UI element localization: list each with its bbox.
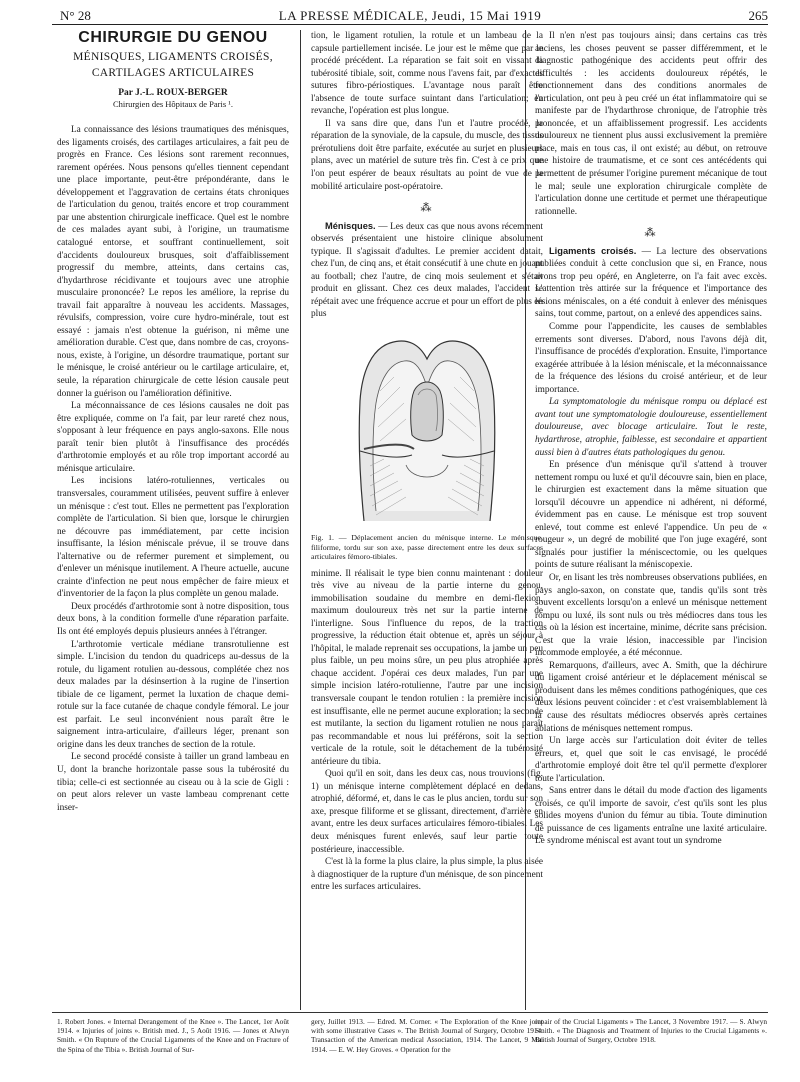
footnote: 1. Robert Jones. « Internal Derangement of the Knee ». The Lancet, 1er Août 1914. « Injuries of joints ». British med. J., 5 Août 1916. — Jones et Alwyn Smith. « On Rupture of the Crucial Ligaments of the Knee and on Fracture of the Spina of the Tibia ». British Journal of Sur- — [57, 1017, 289, 1054]
page-number: 265 — [748, 8, 768, 23]
paragraph: Les incisions latéro-rotuliennes, verticales ou transversales, couramment utilisées, peuvent suffire à enlever un ménisque : c'est tout. Elles ne permettent pas l'exploration complète de l'articulation. Si bien que, lorsque le chirurgien ne découvre pas immédiatement, par cette incision insuffisante, la lésion méniscale prévue, il se trouve dans l'alternative ou de refermer purement et simplement, ou d'enlever un ménisque inutilement. A l'heure actuelle, aucune crainte d'infection ne peut nous empêcher de faire mieux et d'inventorier de la façon la plus complète un genou malade. — [57, 476, 289, 600]
figure-knee-meniscus — [350, 331, 504, 527]
footnote-rule — [52, 1012, 768, 1013]
paragraph: tion, le ligament rotulien, la rotule et un lambeau de la capsule partiellement incisée. Le jour est le même que par le procédé précédent. La réparation se fait soit en vissant la tubérosité tibiale, soit, comme nous l'avens fait, par d'exactes sutures fibro-périostiques. L'avantage nous paraît être l'absence de toute surface suintant dans l'articulation; en revanche, l'opération est plus longue. — [311, 31, 543, 117]
section-separator: ⁂ — [420, 202, 434, 215]
figure-caption: Fig. 1. — Déplacement ancien du ménisque interne. Le ménisque, filiforme, tordu sur son axe, passe directement entre les deux surfaces articulaires fémoro-tibiales. — [311, 533, 543, 562]
paragraph: La méconnaissance de ces lésions causales ne doit pas être expliquée, comme on l'a fait, par leur rareté chez nous, s'opposant à leur fréquence en pays anglo-saxons. Elle nous paraît tenir bien plutôt à l'insuffisance des procédés d'arthrotomie employés et au rôle trop important accordé au ménisque articulaire. — [57, 401, 289, 474]
issue-number: N° 28 — [60, 8, 91, 23]
header-rule — [52, 24, 768, 25]
paragraph: L'arthrotomie verticale médiane transrotulienne est simple. L'incision du tendon du quadriceps au-dessus de la rotule, du ligament rotulien au-dessous, complétée chez nos deux malades par la désinsertion à la rugine de l'insertion tibiale de ce ligament, permet la luxation de chaque demi-rotule sur la face cutanée de chaque condyle fémoral. Le jour est parfait. Le seul inconvénient nous paraît être le saignement intra-articulaire, d'ailleurs léger, prenant son origine dans les deux tranches de section de la rotule. — [57, 639, 289, 750]
paragraph: Deux procédés d'arthrotomie sont à notre disposition, tous deux bons, à la condition formelle d'une réparation parfaite. Ils ont été employés depuis plusieurs années à l'étranger. — [57, 601, 289, 637]
section-heading: Ligaments croisés. — [549, 245, 637, 256]
footnote: repair of the Crucial Ligaments » The Lancet, 3 Novembre 1917. — S. Alwyn Smith. « The Diagnosis and Treatment of Injuries to the Crucial Ligaments ». British Journal of Surgery, Octobre 1918. — [535, 1017, 767, 1045]
paragraph: minime. Il réalisait le type bien connu maintenant : douleur très vive au niveau de la partie interne du genou, immobilisation soudaine du membre en demi-flexion, maximum douloureux très net sur la partie interne de l'interligne. Sous l'influence du repos, de la traction progressive, la réduction était obtenue et, après un séjour à l'hôpital, le malade reprenait ses occupations, la jambe un peu plus faible, un peu moins sûre, un peu plus atrophiée après chaque accident. J'opérai ces deux malades, l'un par une simple incision latéro-rotulienne, l'autre par une incision transversale coupant le tendon rotulien : la première incision est insuffisante, elle ne permet aucune exploration; la seconde est mutilante, la section du ligament rotulien ne nous paraît pas recommandable et nous lui préférons, soit la section verticale de la rotule, soit le détachement de la tubérosité antérieure du tibia. — [311, 568, 543, 767]
article-subtitle: MÉNISQUES, LIGAMENTS CROISÉS, — [73, 50, 273, 63]
author: Par J.-L. ROUX-BERGER — [118, 87, 228, 98]
paragraph: La connaissance des lésions traumatiques des ménisques, des ligaments croisés, des cartilages articulaires, a fait peu de progrès en France. Ces lésions sont rarement reconnues, rarement opérées. Nous pensons qu'elles tiennent cependant une place importante, peut-être prépondérante, dans le développement et l'aggravation de certains états chroniques de l'articulation du genou, traités encore et trop couramment par une abstention chirurgicale inefficace. Quel est le nombre de ces malades ayant subi, à l'origine, un traumatisme catalogué entorse, et souffrant continuellement, soit d'accidents douloureux brusques, soit d'affaiblissement progressif du membre, atteints, dans certains cas, d'hydarthrose récidivante et toujours avec une atrophie musculaire prononcée? Le repos les améliore, la reprise du travail fait apparaître à nouveau les accidents. Massages, révulsifs, compression, voire cure hydro-minérale, tout est essayé : jamais n'est obtenue la guérison, ni même une amélioration durable. C'est que, dans nombre de cas, croyons-nous, existe, à l'origine, un désordre traumatique, portant sur le ménisque, le croisé antérieur ou le cartilage articulaire, et, seule, la réparation chirurgicale de cette lésion causale peut donner la guérison ou l'amélioration définitive. — [57, 125, 289, 399]
paragraph: Ligaments croisés. — La lecture des observations publiées conduit à cette conclusion que si, en France, nous avons trop peu opéré, en Angleterre, on l'a fait avec excès. L'attention très attirée sur la fréquence et l'importance des lésions méniscales, on a été conduit à enlever des ménisques sains, tout comme, partout, on a enlevé des appendices sains. — [535, 245, 767, 320]
column-2 — [311, 30, 543, 894]
paragraph: Un large accès sur l'articulation doit éviter de telles erreurs, et, quel que soit le cas envisagé, le procédé d'arthrotomie employé doit être tel qu'il permette d'explorer toute l'articulation. — [535, 736, 767, 784]
paragraph: Le second procédé consiste à tailler un grand lambeau en U, dont la branche horizontale passe sous la tubérosité du tibia; celle-ci est sectionnée au ciseau ou à la scie de Gigli : on peut alors relever un vaste lambeau comprenant cette inser- — [57, 752, 289, 813]
author-affiliation: Chirurgien des Hôpitaux de Paris ¹. — [113, 99, 233, 110]
column-divider — [300, 30, 301, 1010]
section-separator: ⁂ — [644, 227, 658, 240]
article-title: CHIRURGIE DU GENOU — [78, 29, 268, 46]
section-heading: Ménisques. — [325, 220, 376, 231]
paragraph: Ménisques. — Les deux cas que nous avons récemment observés présentaient une histoire clinique absolument typique. Il s'agissait d'adultes. Le premier accident datait, chez l'un, de cinq ans, et était consécutif à une chute en jouant au football; chez l'autre, de cinq mois seulement et s'était produit en glissant. Chez ces deux malades, l'accident se répétait avec une fréquence accrue et pour un effort de plus en plus — [311, 220, 543, 320]
page-header — [52, 5, 768, 25]
paragraph: Sans entrer dans le détail du mode d'action des ligaments croisés, ce qu'il importe de savoir, c'est qu'ils sont les plus solides moyens d'union du fémur au tibia. Toute diminution de puissance de ces ligaments entraîne une laxité articulaire. Le syndrome méniscal est avant tout un syndrome — [535, 786, 767, 847]
paragraph: C'est là la forme la plus claire, la plus simple, la plus aisée à diagnostiquer de la rupture d'un ménisque, de son pincement entre les surfaces articulaires. — [311, 857, 543, 893]
column-3 — [535, 30, 767, 848]
paragraph: Or, en lisant les très nombreuses observations publiées, en pays anglo-saxon, on constate que, tandis qu'ils sont très souvent excellents lorsqu'on a enlevé un ménisque nettement rompu ou luxé, ils sont nuls ou très médiocres dans tous les cas où la lésion est incertaine, minime, décrite sans précision. C'est que la vraie lésion, inaccessible par l'incision incommode employée, a été méconnue. — [535, 572, 767, 659]
paragraph: En présence d'un ménisque qu'il s'attend à trouver nettement rompu ou luxé et qu'il découvre sain, bien en place, le chirurgien est exactement dans la même situation que lorsqu'il découvre un appendice ni adhérent, ni déformé, évidemment pas en cause. Le ménisque est trop souvent enlevé, tout comme est enlevé l'appendice. Un peu de « rougeur », un degré de mobilité que l'on juge exagéré, sont signalés pour justifier la méniscectomie, ou les quelques points de suture réalisant la méniscopexie. — [535, 460, 767, 571]
footnote: gery, Juillet 1913. — Edred. M. Corner. « The Exploration of the Knee joint with some illustrative Cases ». The British Journal of Surgery, Octobre 1914. Transaction of the American medical Association, 1914. The Lancet, 9 Mai 1914. — E. W. Hey Groves. « Operation for the — [311, 1017, 543, 1054]
article-subtitle: CARTILAGES ARTICULAIRES — [91, 66, 255, 79]
column-1 — [57, 30, 289, 814]
paragraph: Quoi qu'il en soit, dans les deux cas, nous trouvions (fig. 1) un ménisque interne complètement déplacé en dedans, atrophié, déformé, et, dans le cas le plus ancien, tordu sur son axe, presque filiforme et se glissant, directement, d'arrière en avant, entre les deux surfaces articulaires fémoro-tibiales. Les deux ménisques furent enlevés, sauf leur partie toute postérieure, inaccessible. — [311, 769, 543, 855]
paragraph: Il va sans dire que, dans l'un et l'autre procédé, la réparation de la synoviale, de la capsule, du muscle, des tissus prérotuliens doit être parfaite, exécutée au surjet en plusieurs plans, avec un matériel de suture très fin. C'est à ce prix que l'on peut espérer de beaux résultats au point de vue de la mobilité articulaire post-opératoire. — [311, 118, 543, 192]
paragraph: La symptomatologie du ménisque rompu ou déplacé est avant tout une symptomatologie douloureuse, essentiellement douloureuse, avec blocage articulaire. Tout le reste, hydarthrose, atrophie, faiblesse, est secondaire et appartient aussi bien à d'autres états pathologiques du genou. — [535, 397, 767, 458]
paragraph: Remarquons, d'ailleurs, avec A. Smith, que la déchirure du ligament croisé antérieur et le déplacement méniscal se produisent dans les mêmes conditions pathogéniques, que ces deux lésions peuvent coïncider : et c'est vraisemblablement là la cause des résultats médiocres observés après certaines ablations de ménisques nettement rompus. — [535, 660, 767, 734]
paragraph: Comme pour l'appendicite, les causes de semblables errements sont diverses. D'abord, nous l'avons déjà dit, l'insuffisance de procédés d'exploration. Ensuite, l'importance exagérée attribuée à la lésion méniscale, et la méconnaissance de la fréquence des lésions du croisé antérieur, et de leur importance. — [535, 322, 767, 395]
knee-illustration — [350, 331, 504, 527]
journal-title: LA PRESSE MÉDICALE, Jeudi, 15 Mai 1919 — [278, 8, 542, 23]
paragraph: Il n'en n'est pas toujours ainsi; dans certains cas très anciens, les choses peuvent se passer différemment, et le diagnostic pathogénique des accidents peut offrir des difficultés : les accidents douloureux répétés, le fonctionnement dans des conditions anormales de l'articulation, ont peu à peu créé un état inflammatoire qui se manifeste par de l'hydarthrose chronique, de l'atrophie très prononcée, et un affaiblissement progressif. Les accidents douloureux ne tiennent plus aussi exclusivement la première place, mais en tous cas, il ont existé; au début, on retrouve une histoire de traumatisme, et ce sont ces antécédents qui permettent de présumer l'origine purement mécanique de tout le mal; seule une exploration chirurgicale complète de l'articulation donne une certitude et permet une thérapeutique rationnelle. — [535, 31, 767, 217]
